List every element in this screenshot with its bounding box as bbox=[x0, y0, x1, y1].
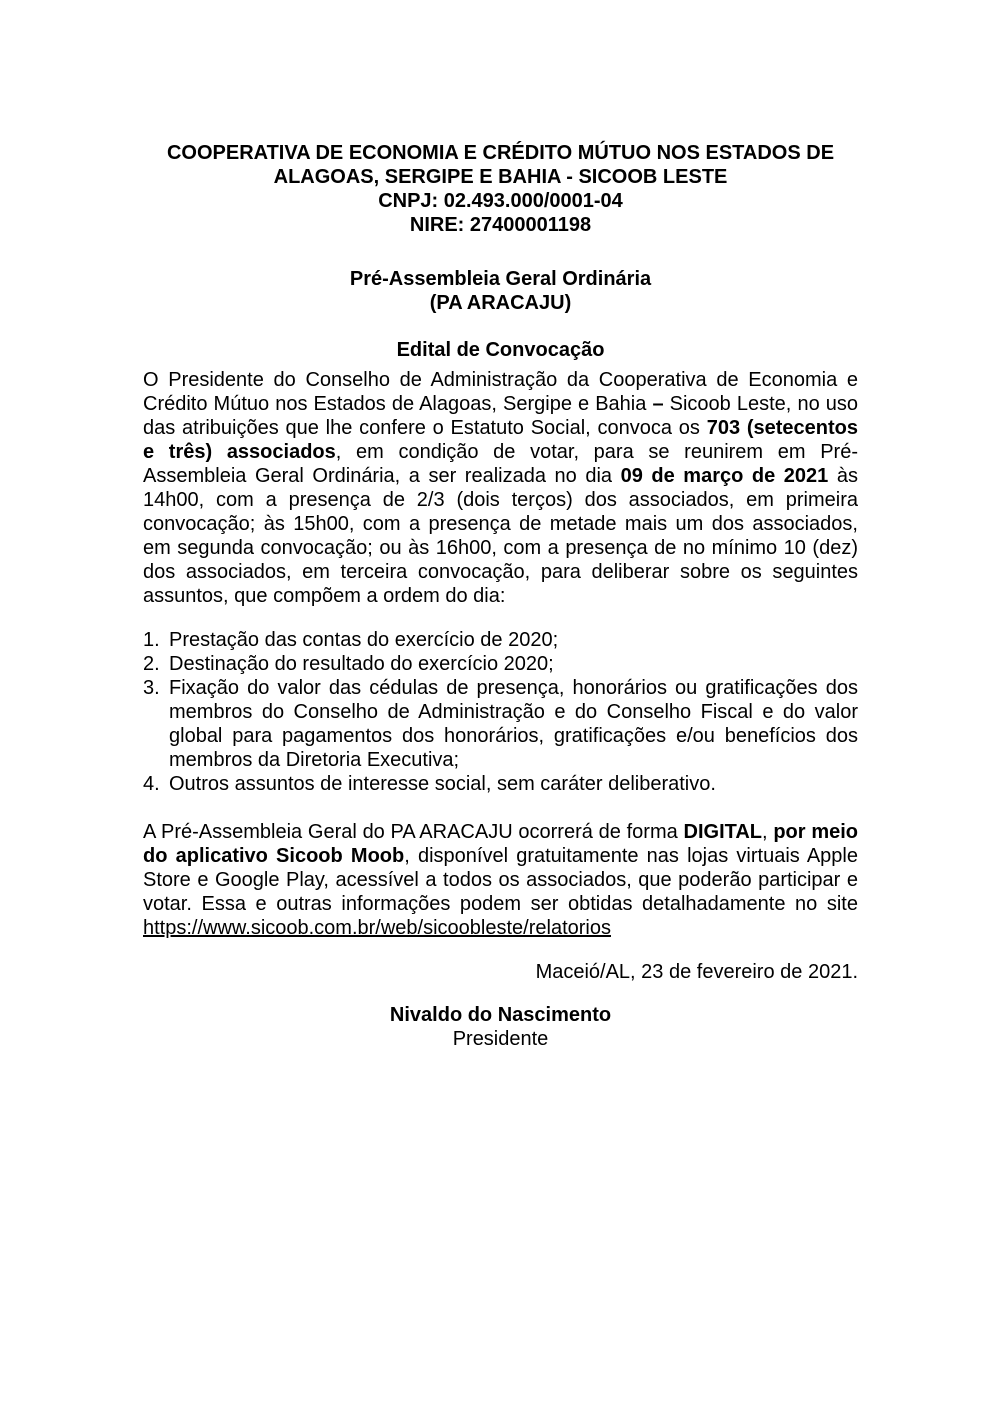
meeting-title: Pré-Assembleia Geral Ordinária bbox=[349, 268, 652, 290]
document-header bbox=[143, 141, 858, 237]
agenda-item-3 bbox=[143, 676, 858, 772]
paragraph1-dash: – bbox=[652, 393, 664, 415]
nire-line: NIRE: 27400001198 bbox=[409, 214, 592, 236]
agenda-item-1 bbox=[143, 628, 858, 652]
agenda-item-4 bbox=[143, 772, 858, 796]
agenda-item-1-number: 1. bbox=[143, 629, 160, 651]
signature-block bbox=[143, 1003, 858, 1051]
agenda-item-2-number: 2. bbox=[143, 653, 160, 675]
org-name-line2: ALAGOAS, SERGIPE E BAHIA - SICOOB LESTE bbox=[273, 166, 728, 188]
meeting-block bbox=[143, 267, 858, 315]
meeting-location: (PA ARACAJU) bbox=[429, 292, 572, 314]
digital-info-paragraph bbox=[143, 820, 858, 940]
paragraph2-run-2: , bbox=[762, 821, 774, 843]
section-title: Edital de Convocação bbox=[396, 339, 605, 361]
convocation-paragraph bbox=[143, 368, 858, 608]
signatory-name: Nivaldo do Nascimento bbox=[389, 1004, 612, 1026]
associates-count: 703 (setecentos e três) associados bbox=[143, 417, 859, 463]
org-name-line1: COOPERATIVA DE ECONOMIA E CRÉDITO MÚTUO NOS ESTADOS DE bbox=[166, 142, 835, 164]
app-name-emphasis: por meio do aplicativo Sicoob Moob bbox=[143, 821, 858, 867]
agenda-list bbox=[143, 628, 858, 796]
agenda-item-3-number: 3. bbox=[143, 677, 160, 699]
agenda-item-2 bbox=[143, 652, 858, 676]
paragraph1-run-6: às 14h00, com a presença de 2/3 (dois terços) dos associados, em primeira convocação; às 15h00, com a presença de metade mais um dos associados, em segunda convocação; ou às 16h00, com a presença de no mínimo 10 (dez) dos associados, em terceira convocação, para deliberar sobre os seguintes assuntos, que compõem a ordem do dia: bbox=[143, 465, 858, 607]
paragraph1-run-0: O Presidente do Conselho de Administração da Cooperativa de Economia e Crédito Mútuo nos Estados de Alagoas, Sergipe e Bahia bbox=[143, 369, 858, 415]
signatory-role: Presidente bbox=[452, 1028, 549, 1050]
paragraph2-run-4: , disponível gratuitamente nas lojas virtuais Apple Store e Google Play, acessível a todos os associados, que poderão participar e votar. Essa e outras informações podem ser obtidas detalhadamente no site bbox=[143, 845, 858, 915]
paragraph1-run-4: , em condição de votar, para se reunirem em Pré-Assembleia Geral Ordinária, a ser realizada no dia bbox=[143, 441, 858, 487]
reports-site-link[interactable]: https://www.sicoob.com.br/web/sicoobleste/relatorios bbox=[143, 917, 611, 939]
paragraph1-run-2: Sicoob Leste, no uso das atribuições que lhe confere o Estatuto Social, convoca os bbox=[143, 393, 859, 439]
cnpj-line: CNPJ: 02.493.000/0001-04 bbox=[378, 190, 623, 212]
agenda-item-4-number: 4. bbox=[143, 773, 160, 795]
dateline: Maceió/AL, 23 de fevereiro de 2021. bbox=[535, 961, 858, 983]
document-content bbox=[143, 141, 858, 1051]
agenda-item-3-text: Fixação do valor das cédulas de presença, honorários ou gratificações dos membros do Conselho de Administração e do Conselho Fiscal e do valor global para pagamentos dos honorários, gratificações e/ou benefícios dos membros da Diretoria Executiva; bbox=[169, 677, 858, 771]
agenda-item-4-text: Outros assuntos de interesse social, sem caráter deliberativo. bbox=[169, 773, 716, 795]
agenda-item-2-text: Destinação do resultado do exercício 2020; bbox=[169, 653, 554, 675]
meeting-date: 09 de março de 2021 bbox=[620, 465, 829, 487]
paragraph2-run-0: A Pré-Assembleia Geral do PA ARACAJU ocorrerá de forma bbox=[143, 821, 684, 843]
digital-emphasis: DIGITAL bbox=[683, 821, 763, 843]
agenda-item-1-text: Prestação das contas do exercício de 2020; bbox=[169, 629, 559, 651]
